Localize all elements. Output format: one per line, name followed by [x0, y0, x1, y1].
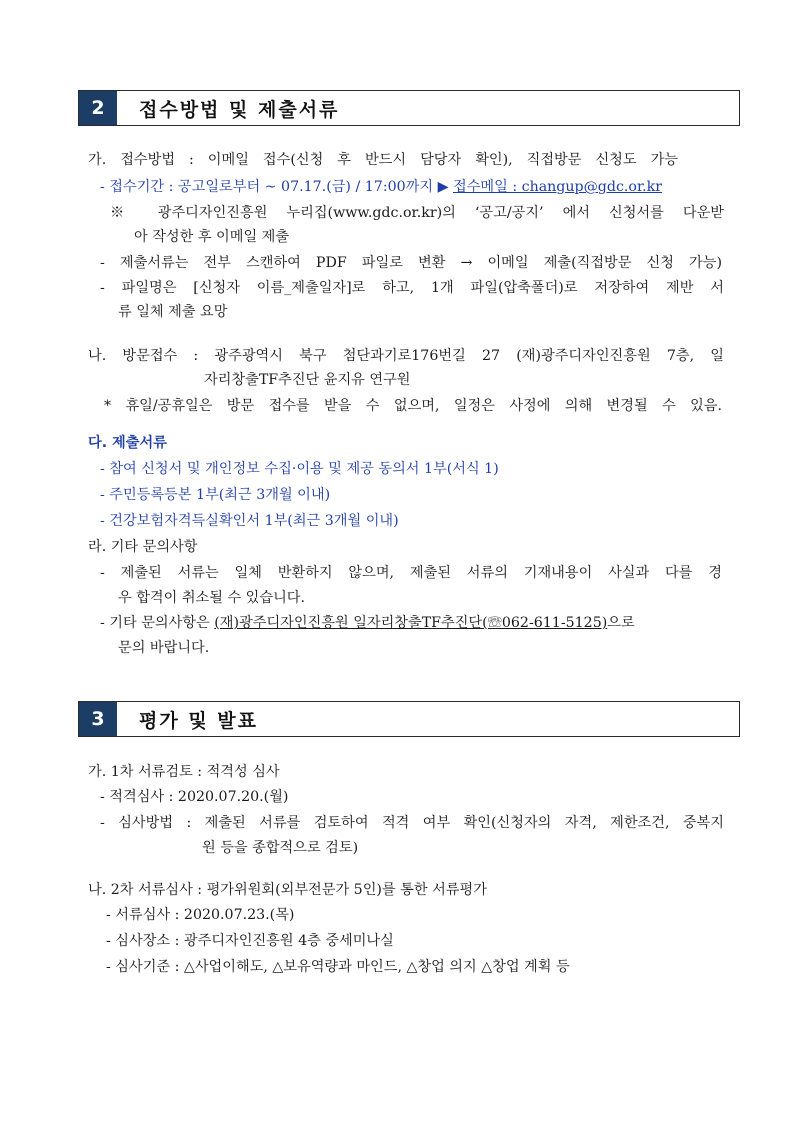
first-review-heading: 가. 1차 서류검토 : 적격성 심사: [88, 764, 280, 780]
section-2-number: 2: [79, 91, 117, 125]
first-review-method-line-1: - 심사방법 : 제출된 서류를 검토하여 적격 여부 확인(신청자의 자격, 제한조건, 중복지: [100, 815, 724, 831]
section-3-title: 평가 및 발표: [139, 709, 258, 732]
ga-note-line-1: ※ 광주디자인진흥원 누리집(www.gdc.or.kr)의 ‘공고/공지’ 에서 신청서를 다운받: [110, 205, 724, 221]
ga-method-line: 가. 접수방법 : 이메일 접수(신청 후 반드시 담당자 확인), 직접방문 신청도 가능: [88, 152, 678, 168]
section-2-header: [78, 90, 740, 126]
ga-note-line-2: 아 작성한 후 이메일 제출: [134, 229, 290, 245]
ga-file-line-1: - 파일명은 [신청자 이름_제출일자]로 하고, 1개 파일(압축폴더)로 저장하여 제반 서: [100, 280, 724, 296]
second-review-place: - 심사장소 : 광주디자인진흥원 4층 중세미나실: [106, 933, 394, 949]
ga-scan-line: - 제출서류는 전부 스캔하여 PDF 파일로 변환 → 이메일 제출(직접방문 신청 가능): [100, 255, 722, 271]
na-visit-line-1: 나. 방문접수 : 광주광역시 북구 첨단과기로176번길 27 (재)광주디자인진흥원 7층, 일: [88, 348, 724, 364]
ga-period-line: [100, 177, 662, 197]
ra-item-1-line-2: 우 합격이 취소될 수 있습니다.: [118, 590, 306, 606]
contact-info: (재)광주디자인진흥원 일자리창출TF추진단(☏062-611-5125): [214, 615, 608, 631]
section-3-header: [78, 701, 740, 737]
ga-file-line-2: 류 일체 제출 요망: [118, 304, 228, 320]
ra-item-1-line-1: - 제출된 서류는 일체 반환하지 않으며, 제출된 서류의 기재내용이 사실과 다를 경: [100, 565, 722, 581]
period-text: - 접수기간 : 공고일로부터 ∼ 07.17.(금) / 17:00까지 ▶: [100, 179, 453, 195]
first-review-method-line-2: 원 등을 종합적으로 검토): [202, 840, 359, 856]
da-item-3: - 건강보험자격득실확인서 1부(최근 3개월 이내): [100, 513, 399, 529]
email-link[interactable]: 접수메일 : changup@gdc.or.kr: [453, 179, 663, 195]
ra-item-2-line-1: [100, 613, 635, 633]
second-review-heading: 나. 2차 서류심사 : 평가위원회(외부전문가 5인)를 통한 서류평가: [88, 882, 487, 898]
ra-item-2-prefix: - 기타 문의사항은: [100, 615, 215, 631]
da-item-1: - 참여 신청서 및 개인정보 수집·이용 및 제공 동의서 1부(서식 1): [100, 461, 499, 477]
da-item-2: - 주민등록등본 1부(최근 3개월 이내): [100, 487, 331, 503]
first-review-date: - 적격심사 : 2020.07.20.(월): [100, 789, 289, 805]
section-3-number: 3: [79, 702, 117, 736]
na-visit-line-2: 자리창출TF추진단 윤지유 연구원: [204, 372, 411, 388]
ra-item-2-suffix: 으로: [607, 615, 635, 631]
ra-item-2-line-2: 문의 바랍니다.: [118, 640, 210, 656]
da-heading: 다. 제출서류: [88, 435, 167, 451]
section-2-title: 접수방법 및 제출서류: [139, 98, 340, 121]
ra-heading: 라. 기타 문의사항: [88, 539, 198, 555]
second-review-date: - 서류심사 : 2020.07.23.(목): [106, 907, 295, 923]
na-note-line: * 휴일/공휴일은 방문 접수를 받을 수 없으며, 일정은 사정에 의해 변경될 수 있음.: [104, 398, 722, 414]
second-review-criteria: - 심사기준 : △사업이해도, △보유역량과 마인드, △창업 의지 △창업 계획 등: [106, 959, 570, 975]
